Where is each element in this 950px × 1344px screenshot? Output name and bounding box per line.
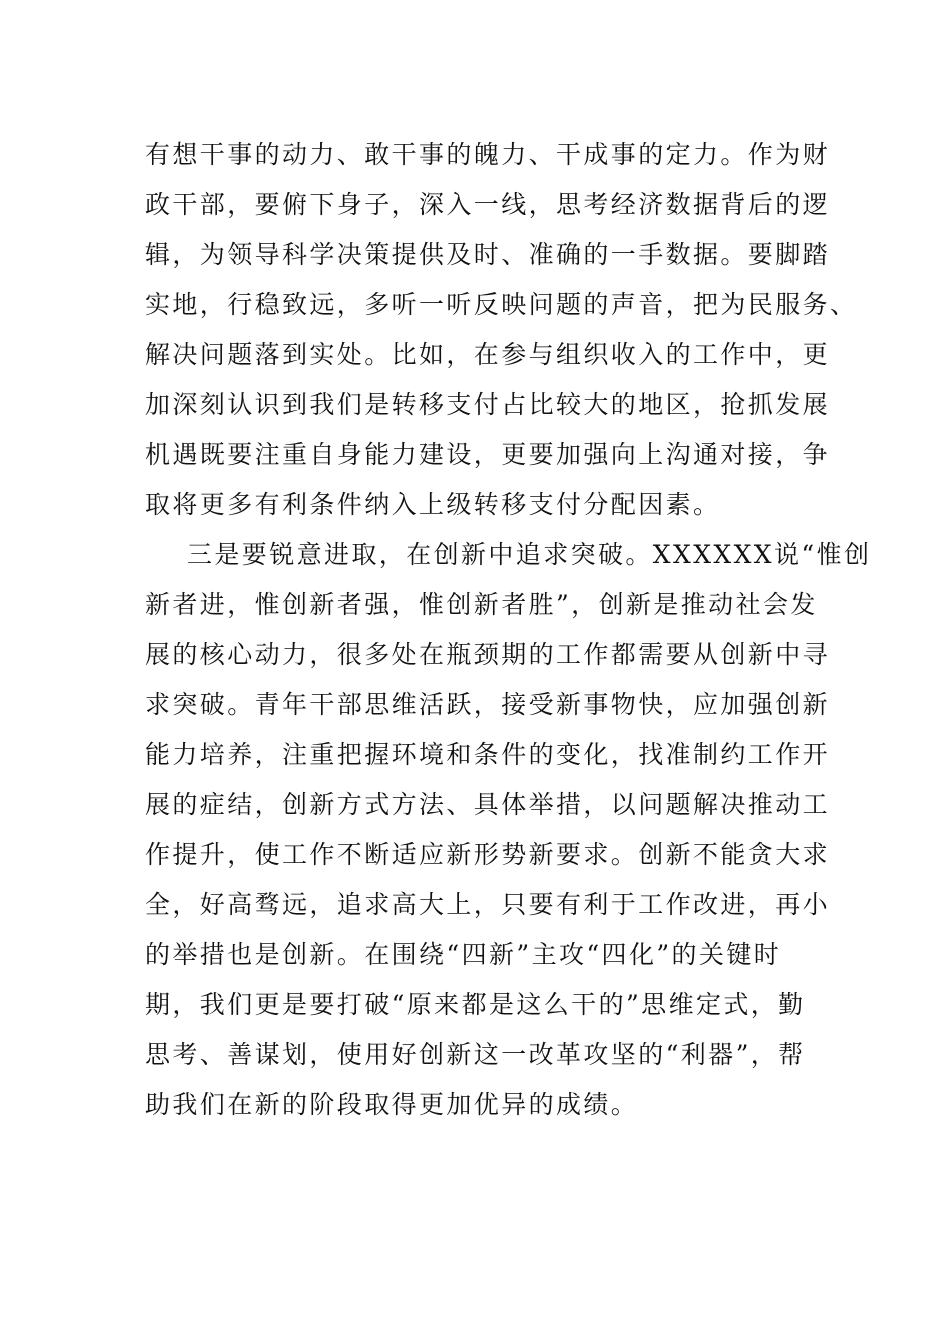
paragraph-line: 新者进，惟创新者强，惟创新者胜”，创新是推动社会发 — [145, 590, 818, 619]
paragraph-line: 全，好高骛远，追求高大上，只要有利于工作改进，再小 — [145, 890, 831, 919]
paragraph-line: 加深刻认识到我们是转移支付占比较大的地区，抢抓发展 — [145, 390, 831, 419]
paragraph-line: 求突破。青年干部思维活跃，接受新事物快，应加强创新 — [145, 690, 831, 719]
paragraph-1 — [145, 130, 858, 530]
paragraph-2 — [145, 530, 872, 1130]
document-body — [145, 130, 872, 1130]
paragraph-line: 展的症结，创新方式方法、具体举措，以问题解决推动工 — [145, 790, 831, 819]
paragraph-first-line: 三是要锐意进取，在创新中追求突破。XXXXXX说“惟创 — [187, 540, 872, 569]
paragraph-line: 取将更多有利条件纳入上级转移支付分配因素。 — [145, 490, 721, 519]
paragraph-line: 作提升，使工作不断适应新形势新要求。创新不能贪大求 — [145, 840, 831, 869]
paragraph-line: 实地，行稳致远，多听一听反映问题的声音，把为民服务、 — [145, 290, 858, 319]
paragraph-line: 辑，为领导科学决策提供及时、准确的一手数据。要脚踏 — [145, 240, 831, 269]
paragraph-line: 的举措也是创新。在围绕“四新”主攻“四化”的关键时 — [145, 940, 782, 969]
paragraph-line: 有想干事的动力、敢干事的魄力、干成事的定力。作为财 — [145, 140, 831, 169]
paragraph-line: 助我们在新的阶段取得更加优异的成绩。 — [145, 1090, 639, 1119]
paragraph-line: 期，我们更是要打破“原来都是这么干的”思维定式，勤 — [145, 990, 806, 1019]
paragraph-line: 能力培养，注重把握环境和条件的变化，找准制约工作开 — [145, 740, 831, 769]
paragraph-line: 展的核心动力，很多处在瓶颈期的工作都需要从创新中寻 — [145, 640, 831, 669]
paragraph-line: 解决问题落到实处。比如，在参与组织收入的工作中，更 — [145, 340, 831, 369]
paragraph-line: 政干部，要俯下身子，深入一线，思考经济数据背后的逻 — [145, 190, 831, 219]
paragraph-line: 思考、善谋划，使用好创新这一改革攻坚的“利器”，帮 — [145, 1040, 806, 1069]
paragraph-line: 机遇既要注重自身能力建设，更要加强向上沟通对接，争 — [145, 440, 831, 469]
